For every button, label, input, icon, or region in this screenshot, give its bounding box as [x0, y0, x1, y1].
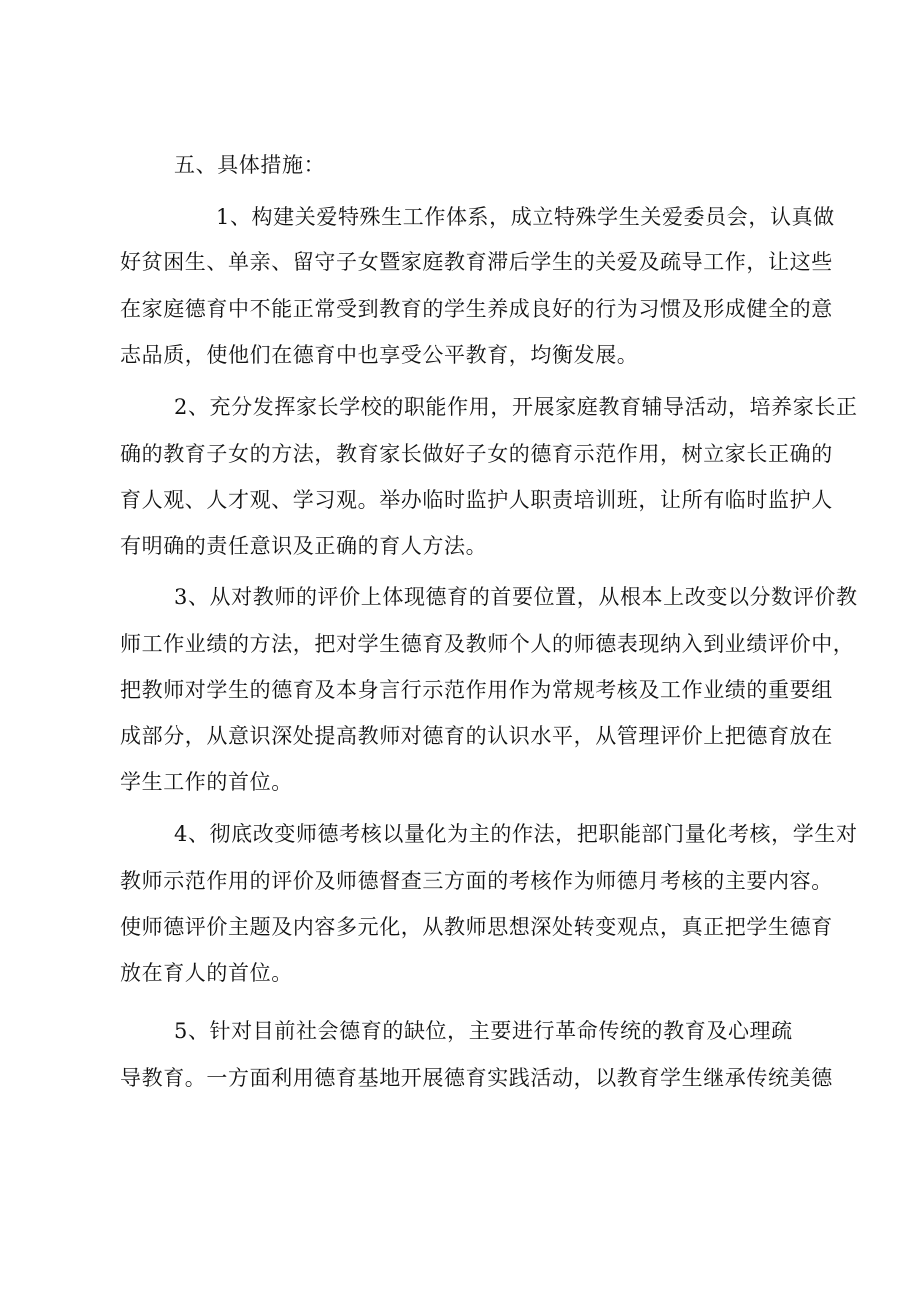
paragraph-5-line-1: 5、针对目前社会德育的缺位，主要进行革命传统的教育及心理疏	[174, 1019, 793, 1043]
paragraph-4-line-2: 教师示范作用的评价及师德督查三方面的考核作为师德月考核的主要内容。	[120, 869, 833, 893]
paragraph-3-line-5: 学生工作的首位。	[120, 770, 293, 794]
paragraph-1-line-2: 好贫困生、单亲、留守子女暨家庭教育滞后学生的关爱及疏导工作，让这些	[120, 250, 833, 274]
paragraph-2-line-3: 育人观、人才观、学习观。举办临时监护人职责培训班，让所有临时监护人	[120, 488, 833, 512]
paragraph-1-line-4: 志品质，使他们在德育中也享受公平教育，均衡发展。	[120, 343, 639, 367]
paragraph-1-line-3: 在家庭德育中不能正常受到教育的学生养成良好的行为习惯及形成健全的意	[120, 297, 833, 321]
paragraph-2-line-4: 有明确的责任意识及正确的育人方法。	[120, 534, 488, 558]
paragraph-3-line-4: 成部分，从意识深处提高教师对德育的认识水平，从管理评价上把德育放在	[120, 724, 833, 748]
paragraph-5-line-2: 导教育。一方面利用德育基地开展德育实践活动，以教育学生继承传统美德	[120, 1066, 833, 1090]
paragraph-3-line-2: 师工作业绩的方法，把对学生德育及教师个人的师德表现纳入到业绩评价中，	[120, 632, 855, 656]
section-heading: 五、具体措施：	[174, 153, 326, 177]
paragraph-4-line-3: 使师德评价主题及内容多元化，从教师思想深处转变观点，真正把学生德育	[120, 915, 833, 939]
paragraph-3-line-3: 把教师对学生的德育及本身言行示范作用作为常规考核及工作业绩的重要组	[120, 678, 833, 702]
paragraph-2-line-2: 确的教育子女的方法，教育家长做好子女的德育示范作用，树立家长正确的	[120, 442, 833, 466]
paragraph-4-line-1: 4、彻底改变师德考核以量化为主的作法，把职能部门量化考核，学生对	[174, 822, 858, 846]
paragraph-4-line-4: 放在育人的首位。	[120, 961, 293, 985]
paragraph-1-line-1: 1、构建关爱特殊生工作体系，成立特殊学生关爱委员会，认真做	[216, 205, 835, 229]
paragraph-2-line-1: 2、充分发挥家长学校的职能作用，开展家庭教育辅导活动，培养家长正	[174, 395, 858, 419]
paragraph-3-line-1: 3、从对教师的评价上体现德育的首要位置，从根本上改变以分数评价教	[174, 585, 858, 609]
